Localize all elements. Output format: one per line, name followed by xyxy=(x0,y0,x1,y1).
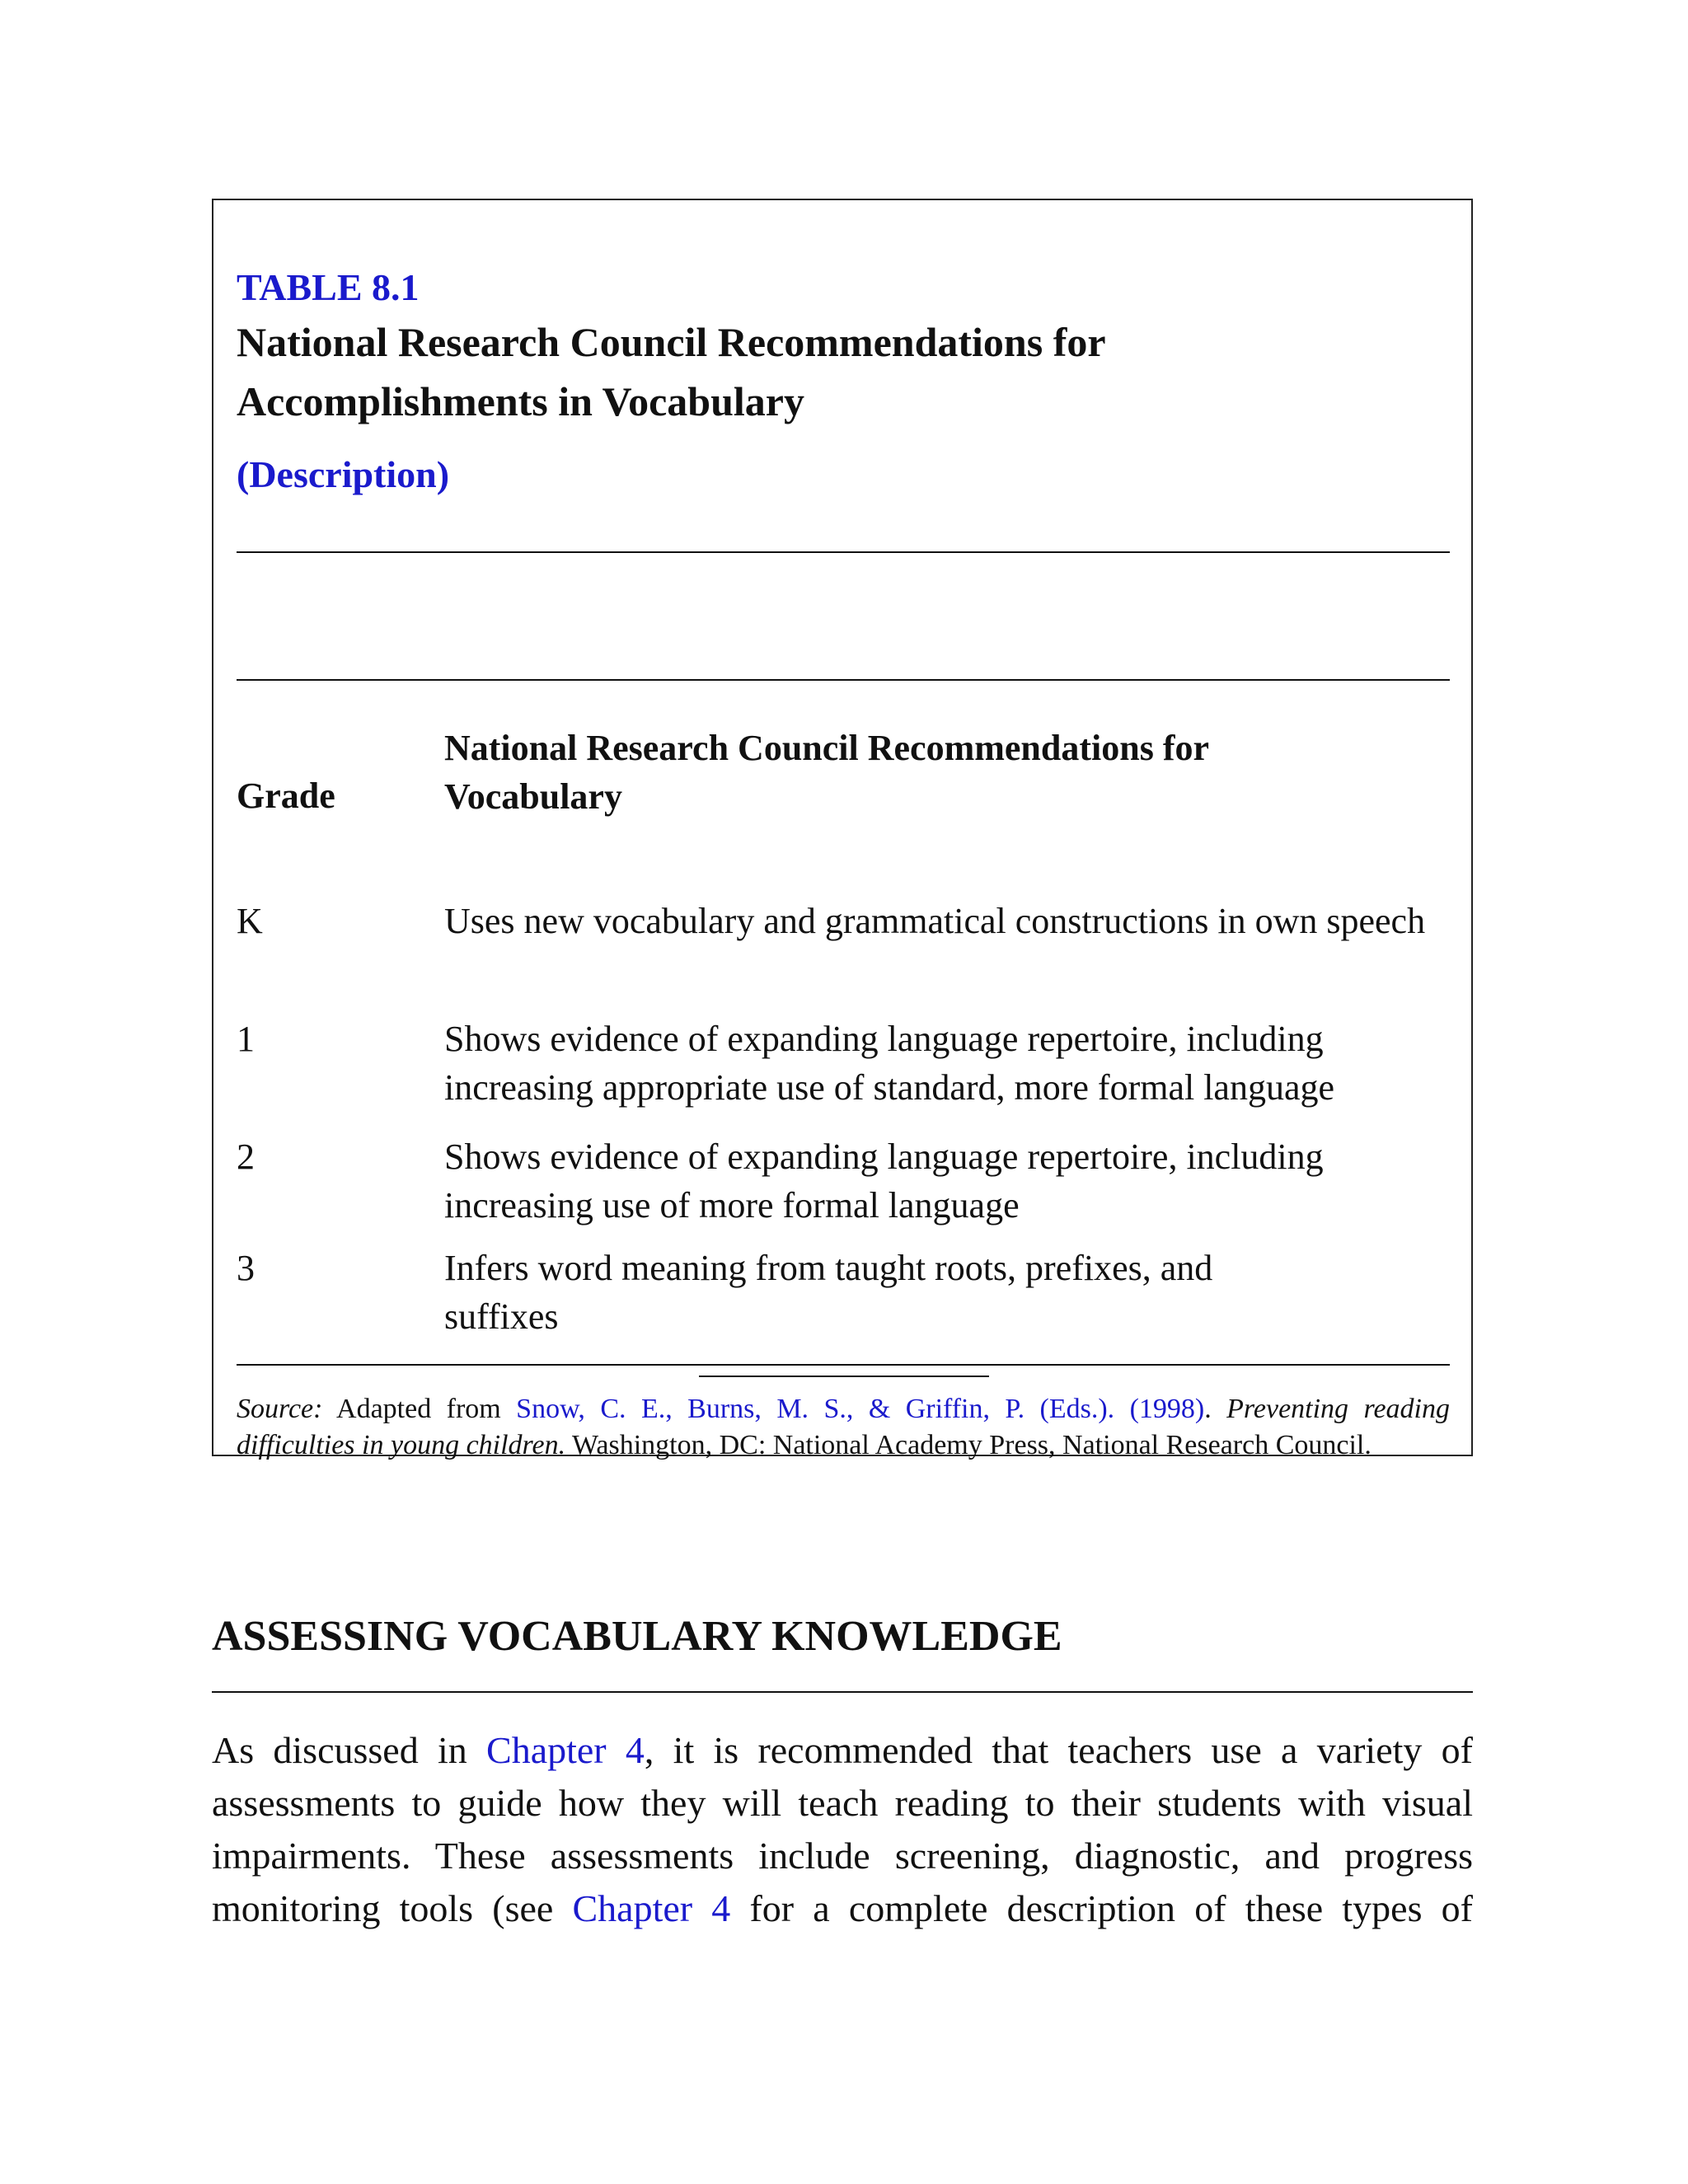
grade-cell: K xyxy=(237,901,263,941)
header-recommendation: National Research Council Recommendations for Vocabulary xyxy=(444,728,1209,817)
table-label: TABLE 8.1 xyxy=(237,266,420,308)
recommendation-cell: Infers word meaning from taught roots, prefixes, and suffixes xyxy=(444,1248,1213,1337)
description-link[interactable]: (Description) xyxy=(237,453,450,495)
source-period: . xyxy=(1204,1394,1227,1424)
grade-cell: 3 xyxy=(237,1248,255,1288)
header-rule xyxy=(237,679,1450,681)
table-container xyxy=(212,199,1473,1460)
table-source-note xyxy=(237,1391,1450,1464)
source-text: Adapted from xyxy=(322,1394,517,1424)
table-title: National Research Council Recommendations for Accomplishments in Vocabulary xyxy=(237,319,1105,424)
book-title: Preventing reading difficulties in young children. xyxy=(237,1394,1450,1460)
paragraph-text: As discussed in xyxy=(212,1729,487,1771)
body-paragraph xyxy=(212,1724,1473,1935)
recommendation-cell: Shows evidence of expanding language repertoire, including increasing use of more formal language xyxy=(444,1137,1324,1226)
header-grade: Grade xyxy=(237,776,335,816)
grade-cell: 2 xyxy=(237,1137,255,1177)
recommendation-cell: Shows evidence of expanding language repertoire, including increasing appropriate use of standard, more formal language xyxy=(444,1019,1335,1108)
citation-link[interactable]: Snow, C. E., Burns, M. S., & Griffin, P. (Eds.). (1998) xyxy=(516,1394,1205,1424)
section-heading-rule xyxy=(212,1691,1473,1693)
paragraph-text: , it is recommended that teachers use a variety of assessments to guide how they will teach reading to their students with visual impairments. These assessments include screening, diagnostic, and progress monitoring tools (see xyxy=(212,1729,1473,1929)
grade-cell: 1 xyxy=(237,1019,255,1059)
paragraph-text: for a complete description of these types of xyxy=(730,1887,1473,1929)
chapter-4-link[interactable]: Chapter 4 xyxy=(486,1729,645,1771)
source-publisher: Washington, DC: National Academy Press, National Research Council. xyxy=(565,1430,1372,1460)
source-label: Source: xyxy=(237,1394,323,1424)
table-bottom-rule xyxy=(237,1364,1450,1366)
section-heading: ASSESSING VOCABULARY KNOWLEDGE xyxy=(212,1613,1062,1660)
recommendation-cell: Uses new vocabulary and grammatical constructions in own speech xyxy=(444,901,1426,941)
chapter-4-link[interactable]: Chapter 4 xyxy=(572,1887,731,1929)
table-end-rule xyxy=(699,1376,989,1377)
table-top-rule xyxy=(237,551,1450,553)
